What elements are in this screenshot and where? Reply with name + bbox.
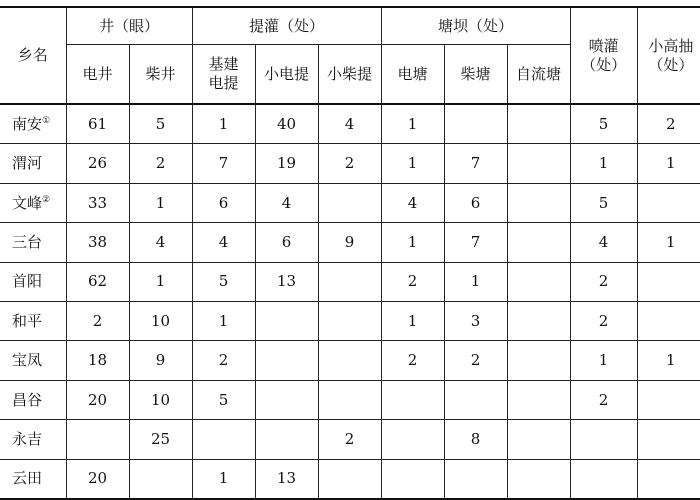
township-name: 首阳 (12, 272, 43, 291)
table-row (0, 341, 700, 380)
table-cell: 6 (192, 183, 255, 222)
table-cell: 2 (570, 380, 637, 419)
header-infra-electric-lift-line1: 基建 (208, 55, 239, 74)
table-cell: 20 (66, 380, 129, 419)
table-cell (637, 420, 700, 459)
table-cell (318, 262, 381, 301)
table-cell (444, 104, 507, 144)
header-small-high-lift-line2: （处） (648, 55, 694, 74)
table-cell: 5 (192, 380, 255, 419)
header-township: 乡名 (0, 7, 66, 104)
table-cell: 33 (66, 183, 129, 222)
table-cell: 1 (637, 144, 700, 183)
table-row (0, 301, 700, 340)
header-row-groups (0, 7, 700, 45)
table-cell: 1 (192, 459, 255, 499)
table-cell: 4 (381, 183, 444, 222)
table-cell: 1 (570, 144, 637, 183)
table-cell: 4 (570, 223, 637, 262)
table-cell: 1 (381, 144, 444, 183)
header-sprinkler-line1: 喷灌 (588, 36, 619, 55)
table-cell: 13 (255, 262, 318, 301)
table-cell (637, 262, 700, 301)
table-cell (444, 380, 507, 419)
header-sprinkler-line2: （处） (581, 55, 627, 74)
footnote-marker: ② (42, 194, 51, 205)
table-cell: 1 (381, 223, 444, 262)
table-cell: 1 (129, 183, 192, 222)
header-infra-electric-lift-line2: 电提 (208, 74, 239, 92)
table-cell (318, 183, 381, 222)
table-cell: 1 (444, 262, 507, 301)
header-diesel-pond: 柴塘 (444, 45, 507, 105)
table-cell (507, 301, 570, 340)
township-name: 昌谷 (12, 390, 43, 409)
table-cell: 6 (255, 223, 318, 262)
township-name-cell (0, 104, 66, 144)
township-name-cell (0, 223, 66, 262)
township-name-cell (0, 380, 66, 419)
table-cell: 6 (444, 183, 507, 222)
header-infra-electric-lift (192, 45, 255, 105)
table-cell: 38 (66, 223, 129, 262)
township-name-cell (0, 301, 66, 340)
table-cell (66, 420, 129, 459)
table-cell: 4 (255, 183, 318, 222)
table-cell: 2 (381, 341, 444, 380)
table-cell: 26 (66, 144, 129, 183)
header-ponds: 塘坝（处） (381, 7, 570, 45)
table-cell (255, 420, 318, 459)
table-cell: 7 (444, 144, 507, 183)
table-cell: 61 (66, 104, 129, 144)
township-name-cell (0, 341, 66, 380)
header-electric-well: 电井 (66, 45, 129, 105)
table-row (0, 104, 700, 144)
township-name-cell (0, 144, 66, 183)
table-cell (507, 144, 570, 183)
table-cell (318, 341, 381, 380)
table-cell: 1 (637, 223, 700, 262)
table-cell: 10 (129, 301, 192, 340)
table-cell (637, 301, 700, 340)
table-cell: 1 (192, 104, 255, 144)
table-cell: 8 (444, 420, 507, 459)
table-cell: 2 (192, 341, 255, 380)
table-cell (507, 104, 570, 144)
table-row (0, 420, 700, 459)
table-cell: 2 (129, 144, 192, 183)
table-cell (381, 380, 444, 419)
table-cell: 2 (444, 341, 507, 380)
header-gravity-pond: 自流塘 (507, 45, 570, 105)
township-name-cell (0, 420, 66, 459)
table-cell: 62 (66, 262, 129, 301)
table-cell: 25 (129, 420, 192, 459)
township-name: 和平 (12, 311, 43, 330)
township-name: 宝凤 (12, 351, 43, 370)
table-cell (507, 341, 570, 380)
table-cell: 4 (318, 104, 381, 144)
table-cell: 1 (381, 104, 444, 144)
table-cell (570, 420, 637, 459)
table-cell: 9 (318, 223, 381, 262)
table-cell: 9 (129, 341, 192, 380)
table-cell (507, 380, 570, 419)
township-name: 云田 (12, 469, 43, 488)
table-cell (381, 420, 444, 459)
table-row (0, 183, 700, 222)
table-cell (255, 341, 318, 380)
table-header (0, 7, 700, 104)
header-small-diesel-lift: 小柴提 (318, 45, 381, 105)
header-lift-irrigation: 提灌（处） (192, 7, 381, 45)
table-cell: 40 (255, 104, 318, 144)
table-cell (318, 380, 381, 419)
township-name-cell (0, 183, 66, 222)
table-row (0, 262, 700, 301)
header-sprinkler (570, 7, 637, 104)
table-cell: 2 (570, 262, 637, 301)
table-cell (255, 301, 318, 340)
table-cell: 2 (570, 301, 637, 340)
table-cell: 5 (192, 262, 255, 301)
township-name: 南安 (12, 114, 43, 133)
table-cell (318, 301, 381, 340)
table-cell: 2 (318, 144, 381, 183)
table-cell: 1 (381, 301, 444, 340)
table-row (0, 144, 700, 183)
table-cell: 5 (129, 104, 192, 144)
table-cell (637, 380, 700, 419)
table-cell: 2 (66, 301, 129, 340)
table-body (0, 104, 700, 499)
table-cell: 5 (570, 104, 637, 144)
table-cell (507, 183, 570, 222)
table-cell: 7 (444, 223, 507, 262)
table-cell: 1 (637, 341, 700, 380)
table-cell: 1 (192, 301, 255, 340)
table-cell: 3 (444, 301, 507, 340)
table-cell: 2 (637, 104, 700, 144)
table-cell (507, 262, 570, 301)
table-cell: 4 (192, 223, 255, 262)
header-diesel-well: 柴井 (129, 45, 192, 105)
header-electric-pond: 电塘 (381, 45, 444, 105)
table-cell: 18 (66, 341, 129, 380)
table-cell: 20 (66, 459, 129, 499)
township-name-cell (0, 262, 66, 301)
table-cell: 19 (255, 144, 318, 183)
header-small-high-lift (637, 7, 700, 104)
table-cell: 10 (129, 380, 192, 419)
table-cell: 2 (381, 262, 444, 301)
header-small-high-lift-line1: 小高抽 (648, 36, 694, 55)
table-cell: 1 (129, 262, 192, 301)
table-cell: 7 (192, 144, 255, 183)
table-cell (507, 223, 570, 262)
township-name: 永吉 (12, 429, 43, 448)
table-cell: 5 (570, 183, 637, 222)
township-name: 渭河 (12, 154, 43, 173)
header-wells: 井（眼） (66, 7, 192, 45)
table-cell: 13 (255, 459, 318, 499)
table-cell (507, 420, 570, 459)
table-row (0, 223, 700, 262)
table-cell (637, 183, 700, 222)
table-cell (192, 420, 255, 459)
table-cell: 4 (129, 223, 192, 262)
header-small-electric-lift: 小电提 (255, 45, 318, 105)
township-name: 三台 (12, 232, 43, 251)
footnote-marker: ① (42, 115, 51, 126)
township-name: 文峰 (12, 193, 43, 212)
table-cell (255, 380, 318, 419)
table-cell: 1 (570, 341, 637, 380)
table-cell: 2 (318, 420, 381, 459)
irrigation-facilities-table (0, 6, 700, 500)
table-row (0, 380, 700, 419)
